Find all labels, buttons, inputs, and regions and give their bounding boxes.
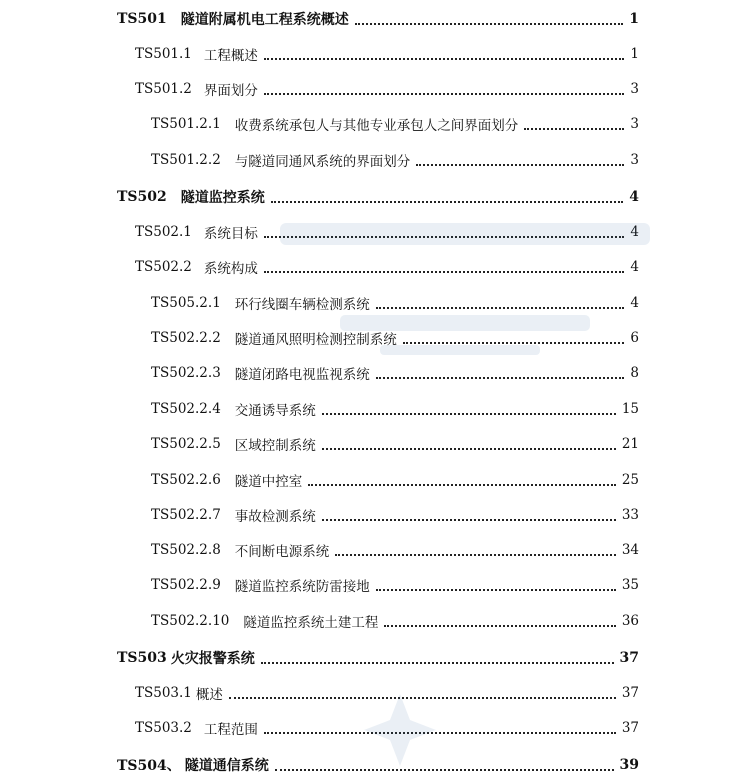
toc-entry-code: TS501.2.2 bbox=[151, 152, 221, 168]
toc-entry-title: 概述 bbox=[195, 687, 223, 703]
toc-entry-code: TS502.2.7 bbox=[151, 507, 221, 523]
dot-leader bbox=[376, 307, 625, 309]
toc-entry-code: TS502.2.4 bbox=[151, 401, 221, 417]
toc-entry-page: 6 bbox=[630, 330, 639, 346]
toc-entry-code: TS502.2.8 bbox=[151, 542, 221, 558]
toc-entry-code: TS502.2.10 bbox=[151, 613, 230, 629]
toc-entry-page: 39 bbox=[619, 757, 639, 773]
toc-entry-ts502[interactable] bbox=[0, 185, 734, 209]
toc-entry-ts502-2-7[interactable] bbox=[0, 503, 734, 527]
toc-entry-title: 隧道通风照明检测控制系统 bbox=[234, 332, 397, 348]
toc-entry-code: TS502.2.5 bbox=[151, 436, 221, 452]
toc-entry-code: TS502 bbox=[117, 189, 167, 205]
toc-entry-ts503[interactable] bbox=[0, 646, 734, 670]
toc-entry-code: TS502.2.3 bbox=[151, 365, 221, 381]
dot-leader bbox=[264, 93, 625, 95]
toc-entry-title: 工程概述 bbox=[203, 48, 258, 64]
toc-entry-title: 系统目标 bbox=[203, 226, 258, 242]
dot-leader bbox=[376, 589, 616, 591]
toc-entry-page: 3 bbox=[630, 81, 639, 97]
toc-entry-title: 收费系统承包人与其他专业承包人之间界面划分 bbox=[234, 118, 519, 134]
toc-entry-ts502-2-4[interactable] bbox=[0, 397, 734, 421]
dot-leader bbox=[229, 697, 616, 699]
toc-entry-title: 隧道中控室 bbox=[234, 474, 303, 490]
toc-entry-title: 事故检测系统 bbox=[234, 509, 316, 525]
toc-entry-title: 系统构成 bbox=[203, 261, 258, 277]
toc-entry-code: TS501.2.1 bbox=[151, 116, 221, 132]
toc-entry-title: 隧道监控系统 bbox=[180, 190, 265, 206]
toc-entry-page: 1 bbox=[630, 46, 639, 62]
toc-entry-ts502-2[interactable] bbox=[0, 255, 734, 279]
dot-leader bbox=[322, 448, 616, 450]
toc-entry-page: 35 bbox=[621, 577, 639, 593]
toc-entry-page: 4 bbox=[630, 295, 639, 311]
toc-entry-ts502-2-5[interactable] bbox=[0, 432, 734, 456]
toc-entry-code: TS502.2.2 bbox=[151, 330, 221, 346]
toc-entry-code: TS502.2 bbox=[135, 259, 192, 275]
toc-entry-title: 界面划分 bbox=[203, 83, 258, 99]
toc-entry-page: 4 bbox=[630, 224, 639, 240]
toc-entry-title: 交通诱导系统 bbox=[234, 403, 316, 419]
toc-entry-page: 33 bbox=[621, 507, 639, 523]
toc-entry-title: 工程范围 bbox=[203, 722, 258, 738]
toc-entry-ts502-2-9[interactable] bbox=[0, 573, 734, 597]
dot-leader bbox=[308, 484, 616, 486]
toc-entry-page: 25 bbox=[621, 472, 639, 488]
toc-entry-page: 8 bbox=[630, 365, 639, 381]
dot-leader bbox=[264, 58, 625, 60]
toc-entry-ts502-2-10[interactable] bbox=[0, 609, 734, 633]
dot-leader bbox=[264, 732, 616, 734]
toc-entry-title: 隧道通信系统 bbox=[184, 758, 269, 774]
toc-entry-page: 1 bbox=[629, 11, 639, 27]
toc-entry-code: TS501.1 bbox=[135, 46, 192, 62]
dot-leader bbox=[264, 236, 625, 238]
toc-entry-ts501-2-2[interactable] bbox=[0, 148, 734, 172]
toc-entry-code: TS503.2 bbox=[135, 720, 192, 736]
toc-entry-page: 3 bbox=[630, 152, 639, 168]
toc-entry-ts502-2-8[interactable] bbox=[0, 538, 734, 562]
toc-entry-ts502-2-2[interactable] bbox=[0, 326, 734, 350]
toc-entry-code: TS502.1 bbox=[135, 224, 192, 240]
toc-entry-ts501-1[interactable] bbox=[0, 42, 734, 66]
toc-entry-code: TS501.2 bbox=[135, 81, 192, 97]
toc-entry-code: TS501 bbox=[117, 11, 167, 27]
toc-entry-ts504[interactable] bbox=[0, 753, 734, 777]
toc-entry-title: 隧道监控系统土建工程 bbox=[243, 615, 379, 631]
toc-entry-ts503-1[interactable] bbox=[0, 681, 734, 705]
dot-leader bbox=[376, 377, 625, 379]
toc-entry-page: 3 bbox=[630, 116, 639, 132]
dot-leader bbox=[264, 271, 625, 273]
dot-leader bbox=[335, 554, 616, 556]
toc-entry-ts502-2-3[interactable] bbox=[0, 361, 734, 385]
toc-entry-page: 37 bbox=[621, 720, 639, 736]
toc-entry-code: TS502.2.9 bbox=[151, 577, 221, 593]
toc-entry-code: TS504、 bbox=[117, 758, 181, 774]
dot-leader bbox=[322, 519, 616, 521]
toc-entry-title: 不间断电源系统 bbox=[234, 544, 330, 560]
toc-entry-page: 15 bbox=[621, 401, 639, 417]
toc-entry-title: 隧道闭路电视监视系统 bbox=[234, 367, 370, 383]
toc-entry-ts501-2-1[interactable] bbox=[0, 112, 734, 136]
dot-leader bbox=[261, 662, 614, 664]
dot-leader bbox=[322, 413, 616, 415]
toc-entry-code: TS505.2.1 bbox=[151, 295, 221, 311]
toc-entry-page: 37 bbox=[621, 685, 639, 701]
dot-leader bbox=[524, 128, 624, 130]
toc-entry-page: 4 bbox=[629, 189, 639, 205]
toc-entry-title: 环行线圈车辆检测系统 bbox=[234, 297, 370, 313]
toc-entry-title: 与隧道同通风系统的界面划分 bbox=[234, 154, 411, 170]
toc-entry-title: 隧道附属机电工程系统概述 bbox=[180, 12, 349, 28]
toc-entry-code: TS502.2.6 bbox=[151, 472, 221, 488]
toc-entry-ts502-1[interactable] bbox=[0, 220, 734, 244]
toc-entry-title: 隧道监控系统防雷接地 bbox=[234, 579, 370, 595]
toc-entry-ts502-2-6[interactable] bbox=[0, 468, 734, 492]
toc-entry-ts503-2[interactable] bbox=[0, 716, 734, 740]
toc-entry-ts501[interactable] bbox=[0, 7, 734, 31]
toc-entry-ts501-2[interactable] bbox=[0, 77, 734, 101]
toc-entry-page: 21 bbox=[621, 436, 639, 452]
toc-entry-title: 区域控制系统 bbox=[234, 438, 316, 454]
toc-entry-page: 36 bbox=[621, 613, 639, 629]
toc-entry-page: 34 bbox=[621, 542, 639, 558]
toc-entry-code: TS503.1 bbox=[135, 685, 192, 701]
toc-entry-ts505-2-1[interactable] bbox=[0, 291, 734, 315]
dot-leader bbox=[384, 625, 615, 627]
dot-leader bbox=[355, 23, 623, 25]
dot-leader bbox=[275, 769, 614, 771]
toc-entry-page: 37 bbox=[619, 650, 639, 666]
toc-entry-title: 火灾报警系统 bbox=[170, 651, 255, 667]
toc-entry-code: TS503 bbox=[117, 650, 167, 666]
dot-leader bbox=[271, 201, 623, 203]
dot-leader bbox=[416, 164, 624, 166]
dot-leader bbox=[403, 342, 625, 344]
toc-entry-page: 4 bbox=[630, 259, 639, 275]
